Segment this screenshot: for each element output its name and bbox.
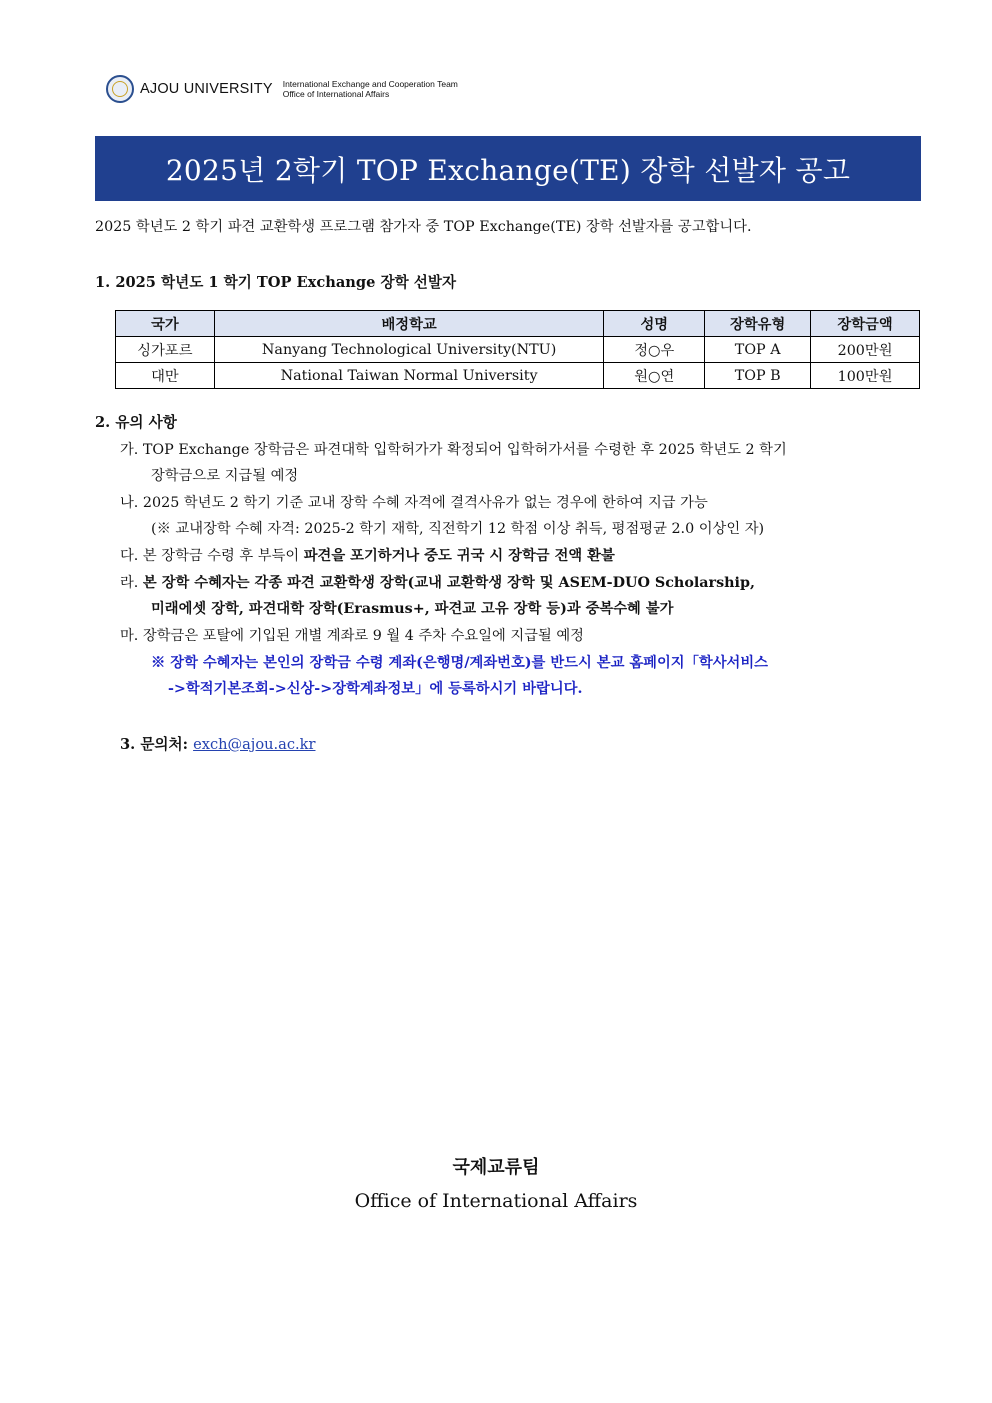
university-seal-icon (106, 75, 134, 103)
recipients-table (115, 310, 920, 389)
letterhead (106, 72, 458, 106)
account-notice-line-1: ※ 장학 수혜자는 본인의 장학금 수령 계좌(은행명/계좌번호)를 반드시 본교 홈페이지「학사서비스 (151, 655, 768, 671)
notice-ra-line-2: 미래에셋 장학, 파견대학 장학(Erasmus+, 파견교 고유 장학 등)과 중복수혜 불가 (151, 601, 674, 617)
notice-da (120, 545, 615, 565)
column-header: 장학유형 (705, 311, 811, 337)
team-line-1: International Exchange and Cooperation Team (282, 79, 458, 89)
table-cell: 정○우 (604, 337, 705, 363)
notice-da-emphasis: 파견을 포기하거나 중도 귀국 시 장학금 전액 환불 (303, 548, 615, 564)
notice-ra-prefix: 라. (120, 575, 143, 591)
table-cell: 100만원 (811, 363, 920, 389)
column-header: 국가 (116, 311, 215, 337)
contact-email-link[interactable]: exch@ajou.ac.kr (193, 736, 316, 753)
intro-text: 2025 학년도 2 학기 파견 교환학생 프로그램 참가자 중 TOP Exchange(TE) 장학 선발자를 공고합니다. (95, 219, 752, 235)
team-line-2: Office of International Affairs (282, 89, 390, 99)
table-cell: Nanyang Technological University(NTU) (214, 337, 604, 363)
table-cell: TOP A (705, 337, 811, 363)
notice-na-line-1: 나. 2025 학년도 2 학기 기준 교내 장학 수혜 자격에 결격사유가 없는 경우에 한하여 지급 가능 (120, 495, 708, 511)
table-cell: 싱가포르 (116, 337, 215, 363)
notice-ga-line-2: 장학금으로 지급될 예정 (151, 468, 299, 484)
page-title: 2025년 2학기 TOP Exchange(TE) 장학 선발자 공고 (165, 153, 851, 187)
notice-na-line-2: (※ 교내장학 수혜 자격: 2025-2 학기 재학, 직전학기 12 학점 이상 취득, 평점평균 2.0 이상인 자) (151, 521, 765, 537)
notice-da-text: 다. 본 장학금 수령 후 부득이 (120, 548, 304, 564)
contact-label: 3. 문의처: (120, 736, 194, 753)
university-name: AJOU UNIVERSITY (140, 81, 273, 97)
footer-team-english: Office of International Affairs (354, 1190, 638, 1212)
table-cell: TOP B (705, 363, 811, 389)
table-header-row (116, 311, 920, 337)
section-1-heading: 1. 2025 학년도 1 학기 TOP Exchange 장학 선발자 (95, 274, 457, 291)
notice-ra-emphasis: 본 장학 수혜자는 각종 파견 교환학생 장학(교내 교환학생 장학 및 ASEM-DUO Scholarship, (142, 575, 755, 591)
table-cell: 원○연 (604, 363, 705, 389)
notice-ma: 마. 장학금은 포탈에 기입된 개별 계좌로 9 월 4 주차 수요일에 지급될 예정 (120, 628, 584, 644)
section-2-heading: 2. 유의 사항 (95, 414, 177, 431)
notice-ra-line-1 (120, 572, 755, 592)
column-header: 장학금액 (811, 311, 920, 337)
column-header: 배정학교 (214, 311, 604, 337)
notice-ga-line-1: 가. TOP Exchange 장학금은 파견대학 입학허가가 확정되어 입학허가서를 수령한 후 2025 학년도 2 학기 (120, 442, 787, 458)
contact-line (120, 733, 316, 754)
table-cell: 대만 (116, 363, 215, 389)
table-cell: 200만원 (811, 337, 920, 363)
title-banner (95, 136, 921, 201)
team-name (283, 79, 458, 99)
table-cell: National Taiwan Normal University (214, 363, 604, 389)
table-row (116, 363, 920, 389)
footer-team-korean: 국제교류팀 (452, 1157, 540, 1178)
table-row (116, 337, 920, 363)
account-notice-line-2: ->학적기본조회->신상->장학계좌정보」에 등록하시기 바랍니다. (168, 681, 583, 697)
column-header: 성명 (604, 311, 705, 337)
